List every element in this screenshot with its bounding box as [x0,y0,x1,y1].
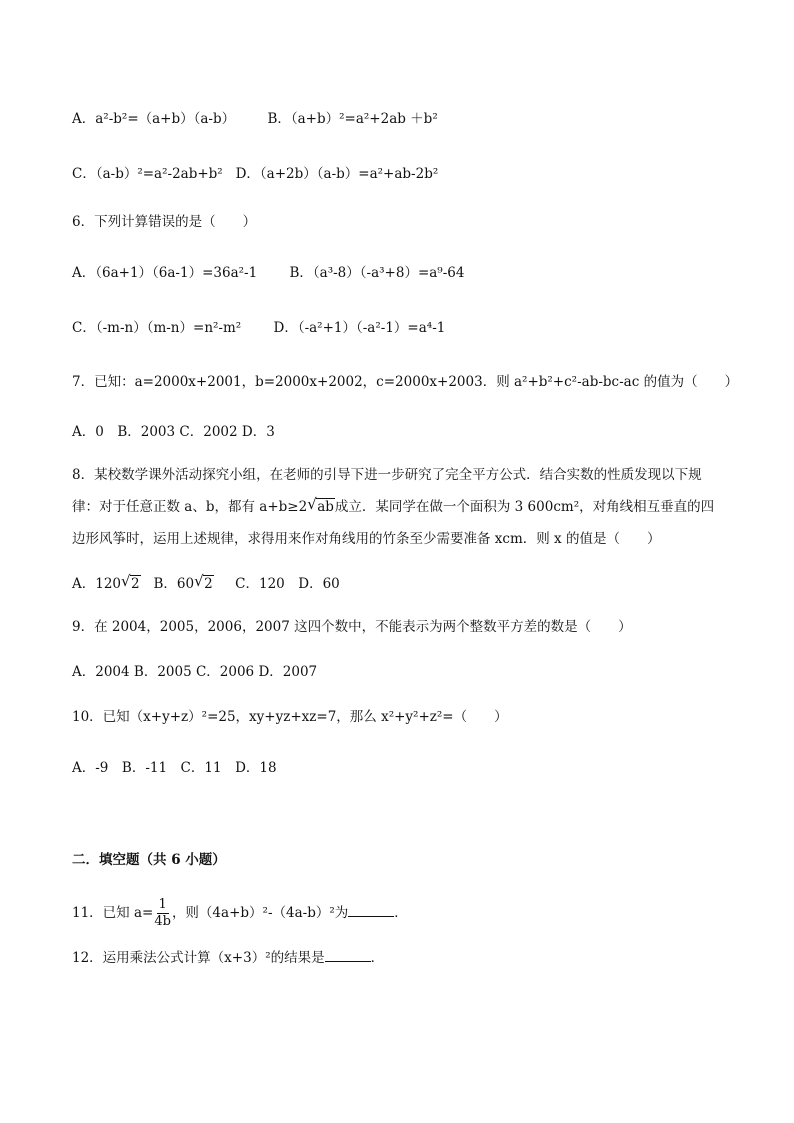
q6-option-b: B．（a³-8）（-a³+8）=a⁹-64 [289,265,465,281]
q11-suffix: ，则（4a+b）²-（4a-b）²为 [171,905,349,921]
q10-stem: 10．已知（x+y+z）²=25，xy+yz+xz=7，那么 x²+y²+z²=（ ） [72,709,508,725]
q12-answer-blank[interactable] [325,949,371,962]
q12-end: ． [370,950,385,966]
q9-stem: 9．在 2004，2005，2006，2007 这四个数中，不能表示为两个整数平方差的数是（ ） [72,619,632,635]
q12-stem: 12．运用乘法公式计算（x+3）²的结果是 [72,950,325,966]
q8-option-a-sqrt: √ 2 [121,572,140,592]
q6-options-row2 [72,319,445,337]
q8-sqrt: √ ab [307,495,334,515]
q11-fraction-den: 4b [154,914,171,929]
q8-option-b-sqrt: √ 2 [194,572,213,592]
q11-prefix: 11．已知 a= [72,905,154,921]
section-heading: 二．填空题（共 6 小题） [72,852,226,868]
q6-stem: 6．下列计算错误的是（ ） [72,214,257,230]
q5-option-a: A．a²-b²=（a+b）（a-b） [72,111,236,127]
q8-stem [72,459,727,555]
q8-options-cd: C．120 D．60 [235,576,340,592]
q12-stem-row [72,949,384,967]
q6-options-row1 [72,264,464,282]
q5-option-c: C．（a-b）²=a²-2ab+b² [72,166,223,182]
q5-option-b: B．（a+b）²=a²+2ab ＋b² [267,111,438,127]
q5-option-d: D．（a+2b）（a-b）=a²+ab-2b² [235,166,439,182]
q8-option-b-coef: B．60 [153,576,195,592]
q7-stem: 7．已知：a=2000x+2001，b=2000x+2002，c=2000x+2003．则 a²+b²+c²-ab-bc-ac 的值为（ ） [72,374,739,390]
q8-stem-part1: 8．某校数学课外活动探究小组，在老师的引导下进一步研究了完全平方公式．结合实数的性质发现以下规律：对于任意正数 a、b，都有 a+b≥2 [72,467,702,515]
q9-options: A．2004 B．2005 C．2006 D．2007 [72,664,318,680]
q8-option-a-coef: A．120 [72,576,122,592]
q10-options: A．-9 B．-11 C．11 D．18 [72,760,277,776]
q5-options-row2 [72,165,438,183]
q6-option-c: C．（-m-n）（m-n）=n²-m² [72,320,242,336]
q6-option-a: A．（6a+1）（6a-1）=36a²-1 [72,265,258,281]
q7-options: A．0 B．2003 C．2002 D．3 [72,424,275,440]
q11-fraction [154,897,171,930]
q8-options [72,572,340,593]
q5-options-row1 [72,110,438,128]
q8-stem-part2: 成立．某同学在做一个面积为 3 600cm²，对角线相互垂直的四边形风筝时，运用上述规律，求得用来作对角线用的竹条至少需要准备 xcm．则 x 的值是（ ） [72,499,715,547]
q11-stem [72,895,408,931]
q11-fraction-num: 1 [158,897,167,912]
q11-answer-blank[interactable] [348,904,394,917]
q8-sqrt-content: ab [317,499,334,515]
q6-option-d: D．（-a²+1）（-a²-1）=a⁴-1 [273,320,446,336]
q11-end: ． [394,905,408,921]
